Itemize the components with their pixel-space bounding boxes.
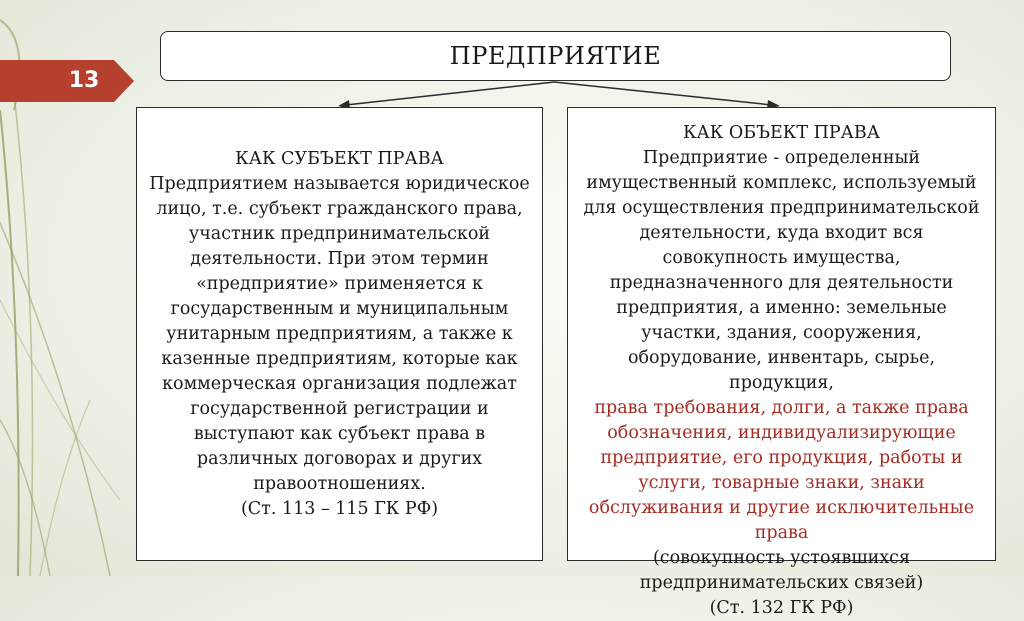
object-body: Предприятие - определенный имущественный комплекс, используемый для осуществления предпринимательской деятельности, куда входит вся совокупность имущества, предназначенного для деятельности предприятия, а именно: земельные участки, здания, сооружения, оборудование, инвентарь, сырье, продукция,	[583, 148, 980, 393]
page-title: ПРЕДПРИЯТИЕ	[160, 31, 951, 81]
object-of-law-panel	[567, 107, 996, 618]
subject-body: Предприятием называется юридическое лицо, т.е. субъект гражданского права, участник предпринимательской деятельности. При этом термин «предприятие» применяется к государственным и муниципальным унитарным предприятиям, а также к казенные предприятиям, которые как коммерческая организация подлежат государственной регистрации и выступают как субъект права в различных договорах и других правоотношениях.	[149, 174, 530, 494]
object-highlight: права требования, долги, а также права обозначения, индивидуализирующие предприятие, его продукция, работы и услуги, товарные знаки, знаки обслуживания и другие исключительные права	[588, 398, 975, 543]
subject-of-law-panel	[136, 107, 543, 561]
object-heading: КАК ОБЪЕКТ ПРАВА	[683, 123, 880, 143]
subject-heading: КАК СУБЪЕКТ ПРАВА	[235, 149, 444, 169]
subject-reference: (Ст. 113 – 115 ГК РФ)	[240, 499, 439, 519]
object-note: (совокупность устоявшихся предпринимательских связей)	[639, 548, 924, 593]
object-reference: (Ст. 132 ГК РФ)	[709, 598, 854, 618]
slide-number: 13	[68, 68, 100, 93]
